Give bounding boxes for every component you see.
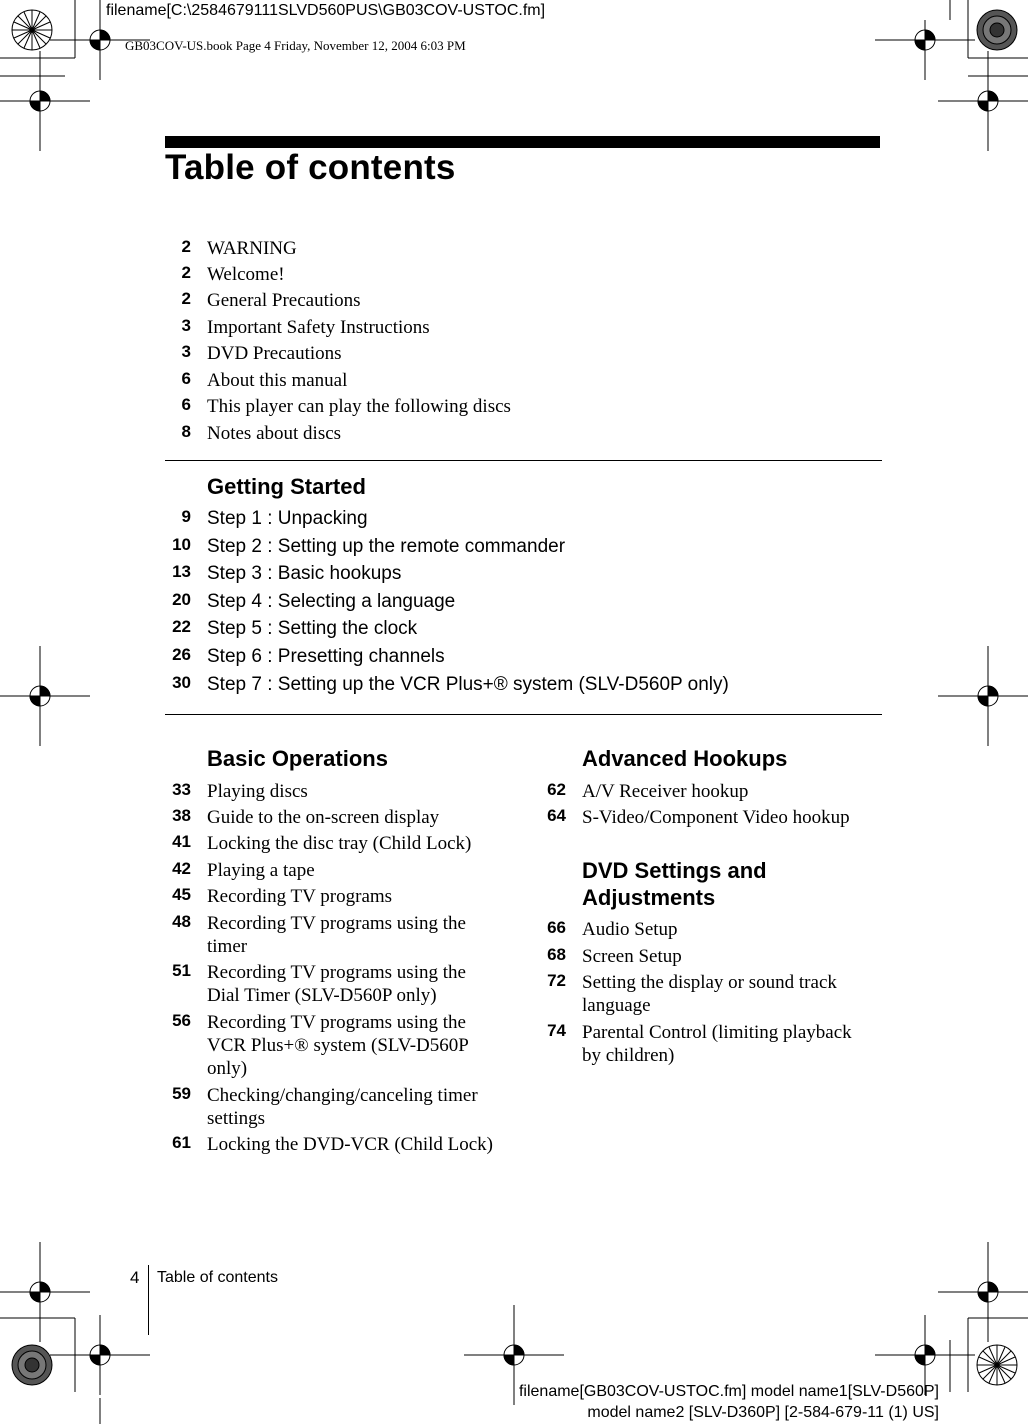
toc-text: Important Safety Instructions	[207, 317, 430, 338]
toc-text: Step 5 : Setting the clock	[207, 618, 418, 639]
toc-page: 3	[181, 342, 191, 361]
toc-text: This player can play the following discs	[207, 396, 511, 417]
footer-filename-line1: filename[GB03COV-USTOC.fm] model name1[SLV-D560P]	[518, 1383, 939, 1400]
toc-page: 2	[181, 289, 191, 308]
toc-text: Welcome!	[207, 264, 285, 285]
toc-page: 74	[547, 1021, 566, 1040]
toc-text: Guide to the on-screen display	[207, 807, 440, 828]
toc-text: Step 3 : Basic hookups	[207, 563, 402, 584]
toc-page: 66	[547, 918, 566, 937]
toc-page: 62	[547, 780, 566, 799]
toc-page: 68	[547, 945, 566, 964]
page-title: Table of contents	[165, 148, 456, 187]
getting-started-heading: Getting Started	[207, 474, 366, 499]
toc-text: Recording TV programs	[207, 886, 393, 907]
toc-page: 2	[181, 263, 191, 282]
toc-page: 2	[181, 237, 191, 256]
toc-page: 6	[181, 369, 191, 388]
toc-text: Locking the DVD-VCR (Child Lock)	[207, 1134, 494, 1155]
toc-page: 48	[172, 912, 191, 931]
toc-text: A/V Receiver hookup	[582, 781, 749, 802]
toc-page: 20	[172, 590, 191, 609]
dvd-settings-heading: DVD Settings and Adjustments	[582, 858, 767, 910]
footer-label: Table of contents	[157, 1269, 278, 1286]
toc-page: 51	[172, 961, 191, 980]
toc-page: 13	[172, 562, 191, 581]
header-book-info: GB03COV-US.book Page 4 Friday, November 12, 2004 6:03 PM	[125, 38, 466, 53]
toc-page: 45	[172, 885, 191, 904]
toc-page: 72	[547, 971, 566, 990]
toc-text: Setting the display or sound track language	[582, 972, 837, 1016]
footer-page-number: 4	[130, 1268, 140, 1287]
toc-page: 59	[172, 1084, 191, 1103]
basic-operations-heading: Basic Operations	[207, 746, 388, 771]
toc-text: Parental Control (limiting playback by children)	[582, 1022, 852, 1066]
toc-text: Step 7 : Setting up the VCR Plus+® system (SLV-D560P only)	[207, 674, 729, 695]
toc-text: About this manual	[207, 370, 348, 391]
toc-page: 33	[172, 780, 191, 799]
toc-text: DVD Precautions	[207, 343, 342, 364]
advanced-hookups-heading: Advanced Hookups	[582, 746, 788, 771]
toc-text: Step 6 : Presetting channels	[207, 646, 445, 667]
toc-page: 30	[172, 673, 191, 692]
toc-text: Checking/changing/canceling timer settings	[207, 1085, 478, 1129]
toc-text: Playing discs	[207, 781, 308, 802]
toc-text: Step 1 : Unpacking	[207, 508, 368, 529]
toc-page: 38	[172, 806, 191, 825]
toc-text: Audio Setup	[582, 919, 678, 940]
toc-page: 3	[181, 316, 191, 335]
toc-text: Notes about discs	[207, 423, 342, 444]
toc-text: Screen Setup	[582, 946, 682, 967]
toc-text: Recording TV programs using the timer	[207, 913, 466, 957]
toc-page: 6	[181, 395, 191, 414]
toc-text: S-Video/Component Video hookup	[582, 807, 850, 828]
toc-text: Recording TV programs using the Dial Timer (SLV-D560P only)	[207, 962, 466, 1006]
toc-page: 22	[172, 617, 191, 636]
toc-text: Locking the disc tray (Child Lock)	[207, 833, 472, 854]
toc-page: 56	[172, 1011, 191, 1030]
toc-page: 41	[172, 832, 191, 851]
header-filename: filename[C:\2584679111SLVD560PUS\GB03COV-USTOC.fm]	[106, 2, 546, 19]
toc-page: 26	[172, 645, 191, 664]
toc-text: Step 2 : Setting up the remote commander	[207, 536, 566, 557]
toc-page: 64	[547, 806, 566, 825]
toc-page: 9	[181, 507, 191, 526]
toc-page: 10	[172, 535, 191, 554]
footer-filename-line2: model name2 [SLV-D360P] [2-584-679-11 (1) US]	[587, 1404, 939, 1421]
toc-text: Playing a tape	[207, 860, 315, 881]
toc-page: 42	[172, 859, 191, 878]
toc-text: WARNING	[207, 238, 297, 259]
toc-text: Recording TV programs using the VCR Plus+® system (SLV-D560P only)	[207, 1012, 469, 1079]
toc-page: 61	[172, 1133, 191, 1152]
toc-text: General Precautions	[207, 290, 361, 311]
toc-page: 8	[181, 422, 191, 441]
toc-text: Step 4 : Selecting a language	[207, 591, 456, 612]
